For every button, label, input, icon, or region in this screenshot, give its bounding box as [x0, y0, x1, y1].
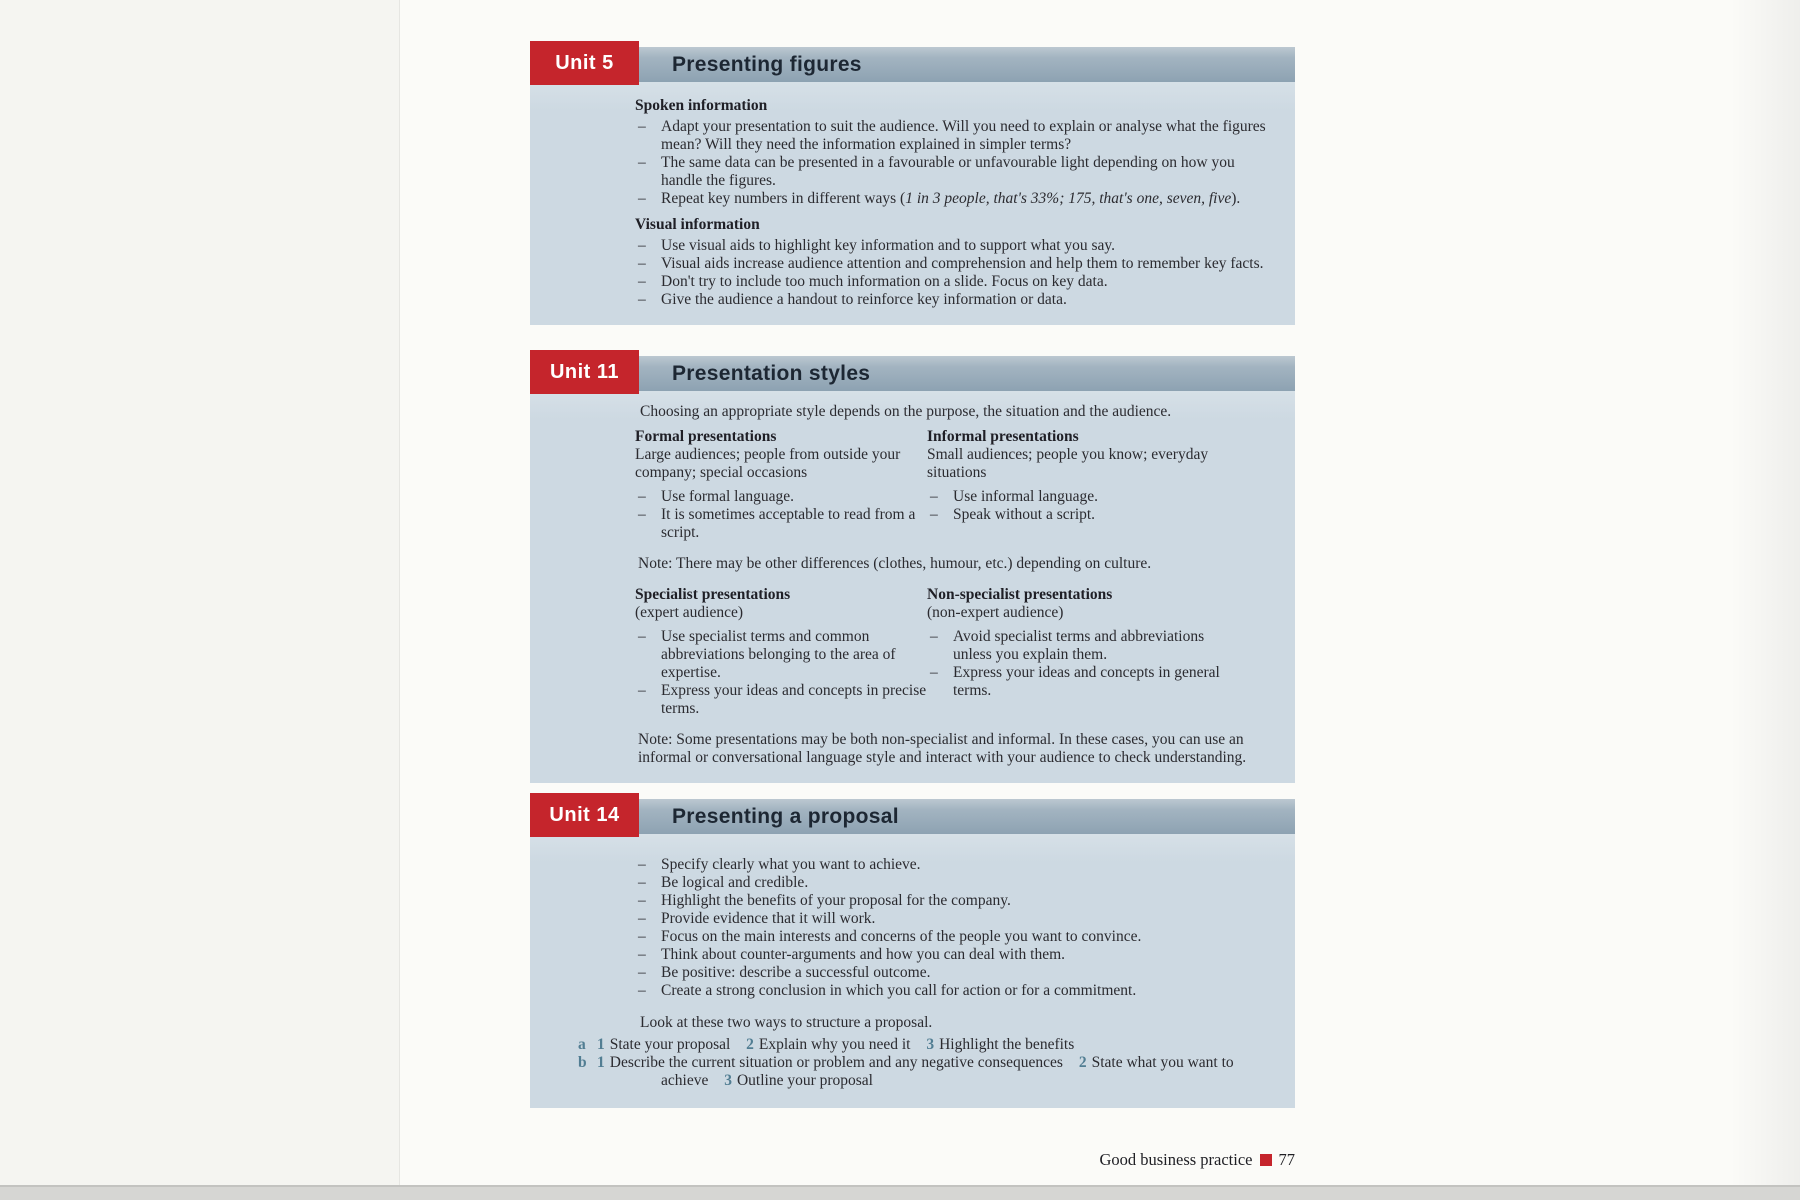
page-left-margin [0, 0, 400, 1186]
bullet-item: – Use specialist terms and common abbreviations belonging to the area of expertise. [635, 628, 927, 682]
column-heading: Non-specialist presentations [927, 586, 1113, 603]
unit-5-title: Presenting figures [672, 53, 862, 76]
page-right-edge-shading [1730, 0, 1800, 1186]
step-number: 1 [597, 1036, 605, 1053]
bullet-item: – Adapt your presentation to suit the audience. Will you need to explain or analyse what the figures mean? Will they need the information explained in simpler terms? [635, 118, 1271, 154]
bullet-item: – Visual aids increase audience attention and comprehension and help them to remember key facts. [635, 255, 1271, 273]
step-text: Describe the current situation or problem and any negative consequences [609, 1054, 1063, 1071]
bullet-item [635, 190, 1271, 208]
unit-11-badge: Unit 11 [530, 350, 639, 394]
step-number: 3 [724, 1072, 732, 1089]
column-heading: Specialist presentations [635, 586, 791, 603]
bullet-item: – Don't try to include too much information on a slide. Focus on key data. [635, 273, 1271, 291]
unit-14-badge: Unit 14 [530, 793, 639, 837]
step-text: Highlight the benefits [939, 1036, 1075, 1053]
step-number: 1 [597, 1054, 605, 1071]
unit-5-block [530, 47, 1295, 325]
step-text: Outline your proposal [736, 1072, 873, 1089]
proposal-structure-a [530, 1036, 1271, 1054]
column-subtext: Small audiences; people you know; everyday situations [927, 446, 1209, 481]
bullet-item: – Give the audience a handout to reinforce key information or data. [635, 291, 1271, 309]
unit-5-header-bar [530, 47, 1295, 82]
formal-presentations-column [635, 428, 927, 542]
step-text: Explain why you need it [758, 1036, 911, 1053]
unit-14-panel [530, 834, 1295, 1108]
bullet-item: – Create a strong conclusion in which you call for action or for a commitment. [635, 982, 1271, 1000]
two-column-group-specialist [530, 586, 1271, 718]
bullet-list [927, 488, 1237, 524]
note-text: Note: There may be other differences (clothes, humour, etc.) depending on culture. [638, 555, 1152, 572]
structure-letter: a [578, 1036, 586, 1053]
two-column-group-formal-informal [530, 428, 1271, 542]
bullet-list [530, 237, 1271, 309]
scanned-book-page-content [530, 0, 1295, 1108]
step-text: State your proposal [609, 1036, 731, 1053]
section-heading: Visual information [635, 216, 760, 233]
informal-presentations-column [927, 428, 1237, 542]
structure-step [746, 1036, 910, 1053]
bullet-item: – Speak without a script. [927, 506, 1237, 524]
step-number: 2 [1078, 1054, 1087, 1071]
bullet-item: – The same data can be presented in a favourable or unfavourable light depending on how you handle the figures. [635, 154, 1271, 190]
bullet-text: ). [1231, 190, 1241, 207]
column-subtext: (non-expert audience) [927, 604, 1064, 621]
unit-11-panel [530, 391, 1295, 783]
step-number: 3 [926, 1036, 935, 1053]
specialist-presentations-column [635, 586, 927, 718]
bullet-italic-text: 1 in 3 people, that's 33%; 175, that's one, seven, five [905, 190, 1232, 207]
column-subtext: Large audiences; people from outside your company; special occasions [635, 446, 901, 481]
unit-5-badge: Unit 5 [530, 41, 639, 85]
footer-page-number: 77 [1278, 1150, 1295, 1169]
bullet-item: – Express your ideas and concepts in precise terms. [635, 682, 927, 718]
bullet-item: – Use visual aids to highlight key information and to support what you say. [635, 237, 1271, 255]
unit-14-title: Presenting a proposal [672, 805, 899, 828]
structure-step [724, 1072, 873, 1089]
unit-11-block [530, 356, 1295, 783]
unit-14-block [530, 799, 1295, 1108]
bullet-item: – Use informal language. [927, 488, 1237, 506]
note-text: Note: Some presentations may be both non-specialist and informal. In these cases, you can use an informal or conversational language style and interact with your audience to check understanding. [638, 731, 1247, 766]
bullet-item: – Be positive: describe a successful outcome. [635, 964, 1271, 982]
page-footer [530, 1150, 1295, 1170]
scan-bottom-edge [0, 1185, 1800, 1200]
bullet-item: – Avoid specialist terms and abbreviations unless you explain them. [927, 628, 1237, 664]
bullet-list [530, 118, 1271, 208]
column-subtext: (expert audience) [635, 604, 744, 621]
bullet-item: – Be logical and credible. [635, 874, 1271, 892]
unit-11-header-bar [530, 356, 1295, 391]
bullet-item: – It is sometimes acceptable to read from a script. [635, 506, 927, 542]
step-number: 2 [746, 1036, 754, 1053]
proposal-structure-b [530, 1054, 1271, 1090]
bullet-item: – Provide evidence that it will work. [635, 910, 1271, 928]
bullet-text: Repeat key numbers in different ways ( [661, 190, 906, 207]
footer-square-marker-icon [1260, 1154, 1272, 1166]
bullet-item: – Highlight the benefits of your proposal for the company. [635, 892, 1271, 910]
structure-step [597, 1054, 1063, 1071]
structure-step [926, 1036, 1074, 1053]
structure-intro-text: Look at these two ways to structure a proposal. [640, 1014, 933, 1031]
bullet-list [635, 628, 927, 718]
structure-letter: b [578, 1054, 587, 1071]
bullet-item: – Specify clearly what you want to achieve. [635, 856, 1271, 874]
structure-steps [597, 1036, 1086, 1054]
structure-steps [597, 1054, 1237, 1090]
column-heading: Formal presentations [635, 428, 777, 445]
bullet-list [635, 488, 927, 542]
bullet-item: – Use formal language. [635, 488, 927, 506]
structure-step [597, 1036, 730, 1053]
bullet-item: – Focus on the main interests and concerns of the people you want to convince. [635, 928, 1271, 946]
step-text: State what you want to achieve [661, 1054, 1234, 1089]
unit-11-title: Presentation styles [672, 362, 871, 385]
intro-text: Choosing an appropriate style depends on the purpose, the situation and the audience. [640, 403, 1172, 420]
non-specialist-presentations-column [927, 586, 1237, 718]
footer-section-title: Good business practice [1099, 1150, 1253, 1169]
bullet-list [927, 628, 1237, 700]
bullet-item: – Think about counter-arguments and how you can deal with them. [635, 946, 1271, 964]
bullet-list [530, 856, 1271, 1000]
unit-5-panel [530, 82, 1295, 325]
unit-14-header-bar [530, 799, 1295, 834]
column-heading: Informal presentations [927, 428, 1079, 445]
bullet-item: – Express your ideas and concepts in general terms. [927, 664, 1237, 700]
section-heading: Spoken information [635, 97, 768, 114]
